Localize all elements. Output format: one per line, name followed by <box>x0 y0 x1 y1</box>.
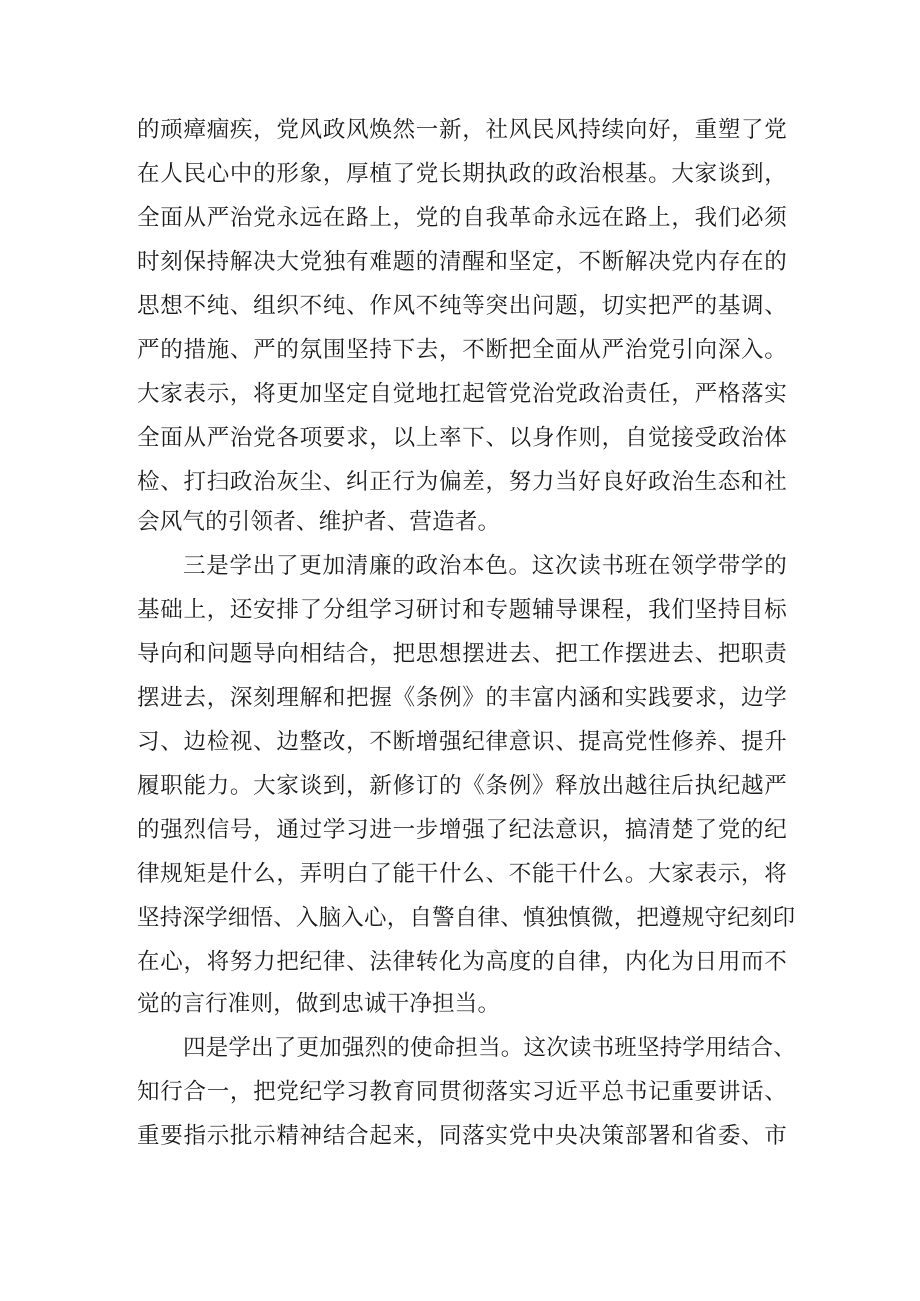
text-line: 全面从严治党各项要求，以上率下、以身作则，自觉接受政治体 <box>137 425 787 451</box>
text-line: 习、边检视、边整改，不断增强纪律意识、提高党性修养、提升 <box>137 729 787 755</box>
text-line: 大家表示，将更加坚定自觉地扛起管党治党政治责任，严格落实 <box>137 381 787 407</box>
text-line: 重要指示批示精神结合起来，同落实党中央决策部署和省委、市 <box>137 1123 787 1149</box>
text-line: 的顽瘴痼疾，党风政风焕然一新，社风民风持续向好，重塑了党 <box>137 117 787 143</box>
paragraph-heading-3: 三是学出了更加清廉的政治本色。这次读书班在领学带学的 <box>183 553 787 579</box>
text-line: 履职能力。大家谈到，新修订的《条例》释放出越往后执纪越严 <box>137 773 787 799</box>
text-line: 律规矩是什么，弄明白了能干什么、不能干什么。大家表示，将 <box>137 861 787 887</box>
text-line: 在心，将努力把纪律、法律转化为高度的自律，内化为日用而不 <box>137 949 787 975</box>
text-line: 思想不纯、组织不纯、作风不纯等突出问题，切实把严的基调、 <box>137 293 787 319</box>
text-line: 导向和问题导向相结合，把思想摆进去、把工作摆进去、把职责 <box>137 641 787 667</box>
paragraph-heading-4: 四是学出了更加强烈的使命担当。这次读书班坚持学用结合、 <box>183 1035 796 1061</box>
text-line: 会风气的引领者、维护者、营造者。 <box>137 509 501 535</box>
text-line: 觉的言行准则，做到忠诚干净担当。 <box>137 991 501 1017</box>
text-line: 摆进去，深刻理解和把握《条例》的丰富内涵和实践要求，边学 <box>137 685 787 711</box>
text-line: 全面从严治党永远在路上，党的自我革命永远在路上，我们必须 <box>137 205 787 231</box>
text-line: 知行合一，把党纪学习教育同贯彻落实习近平总书记重要讲话、 <box>137 1079 787 1105</box>
text-line: 检、打扫政治灰尘、纠正行为偏差，努力当好良好政治生态和社 <box>137 469 787 495</box>
text-line: 严的措施、严的氛围坚持下去，不断把全面从严治党引向深入。 <box>137 337 787 363</box>
text-line: 在人民心中的形象，厚植了党长期执政的政治根基。大家谈到， <box>137 161 787 187</box>
text-line: 基础上，还安排了分组学习研讨和专题辅导课程，我们坚持目标 <box>137 597 787 623</box>
text-line: 时刻保持解决大党独有难题的清醒和坚定，不断解决党内存在的 <box>137 249 787 275</box>
text-line: 的强烈信号，通过学习进一步增强了纪法意识，搞清楚了党的纪 <box>137 817 787 843</box>
text-line: 坚持深学细悟、入脑入心，自警自律、慎独慎微，把遵规守纪刻印 <box>137 905 796 931</box>
